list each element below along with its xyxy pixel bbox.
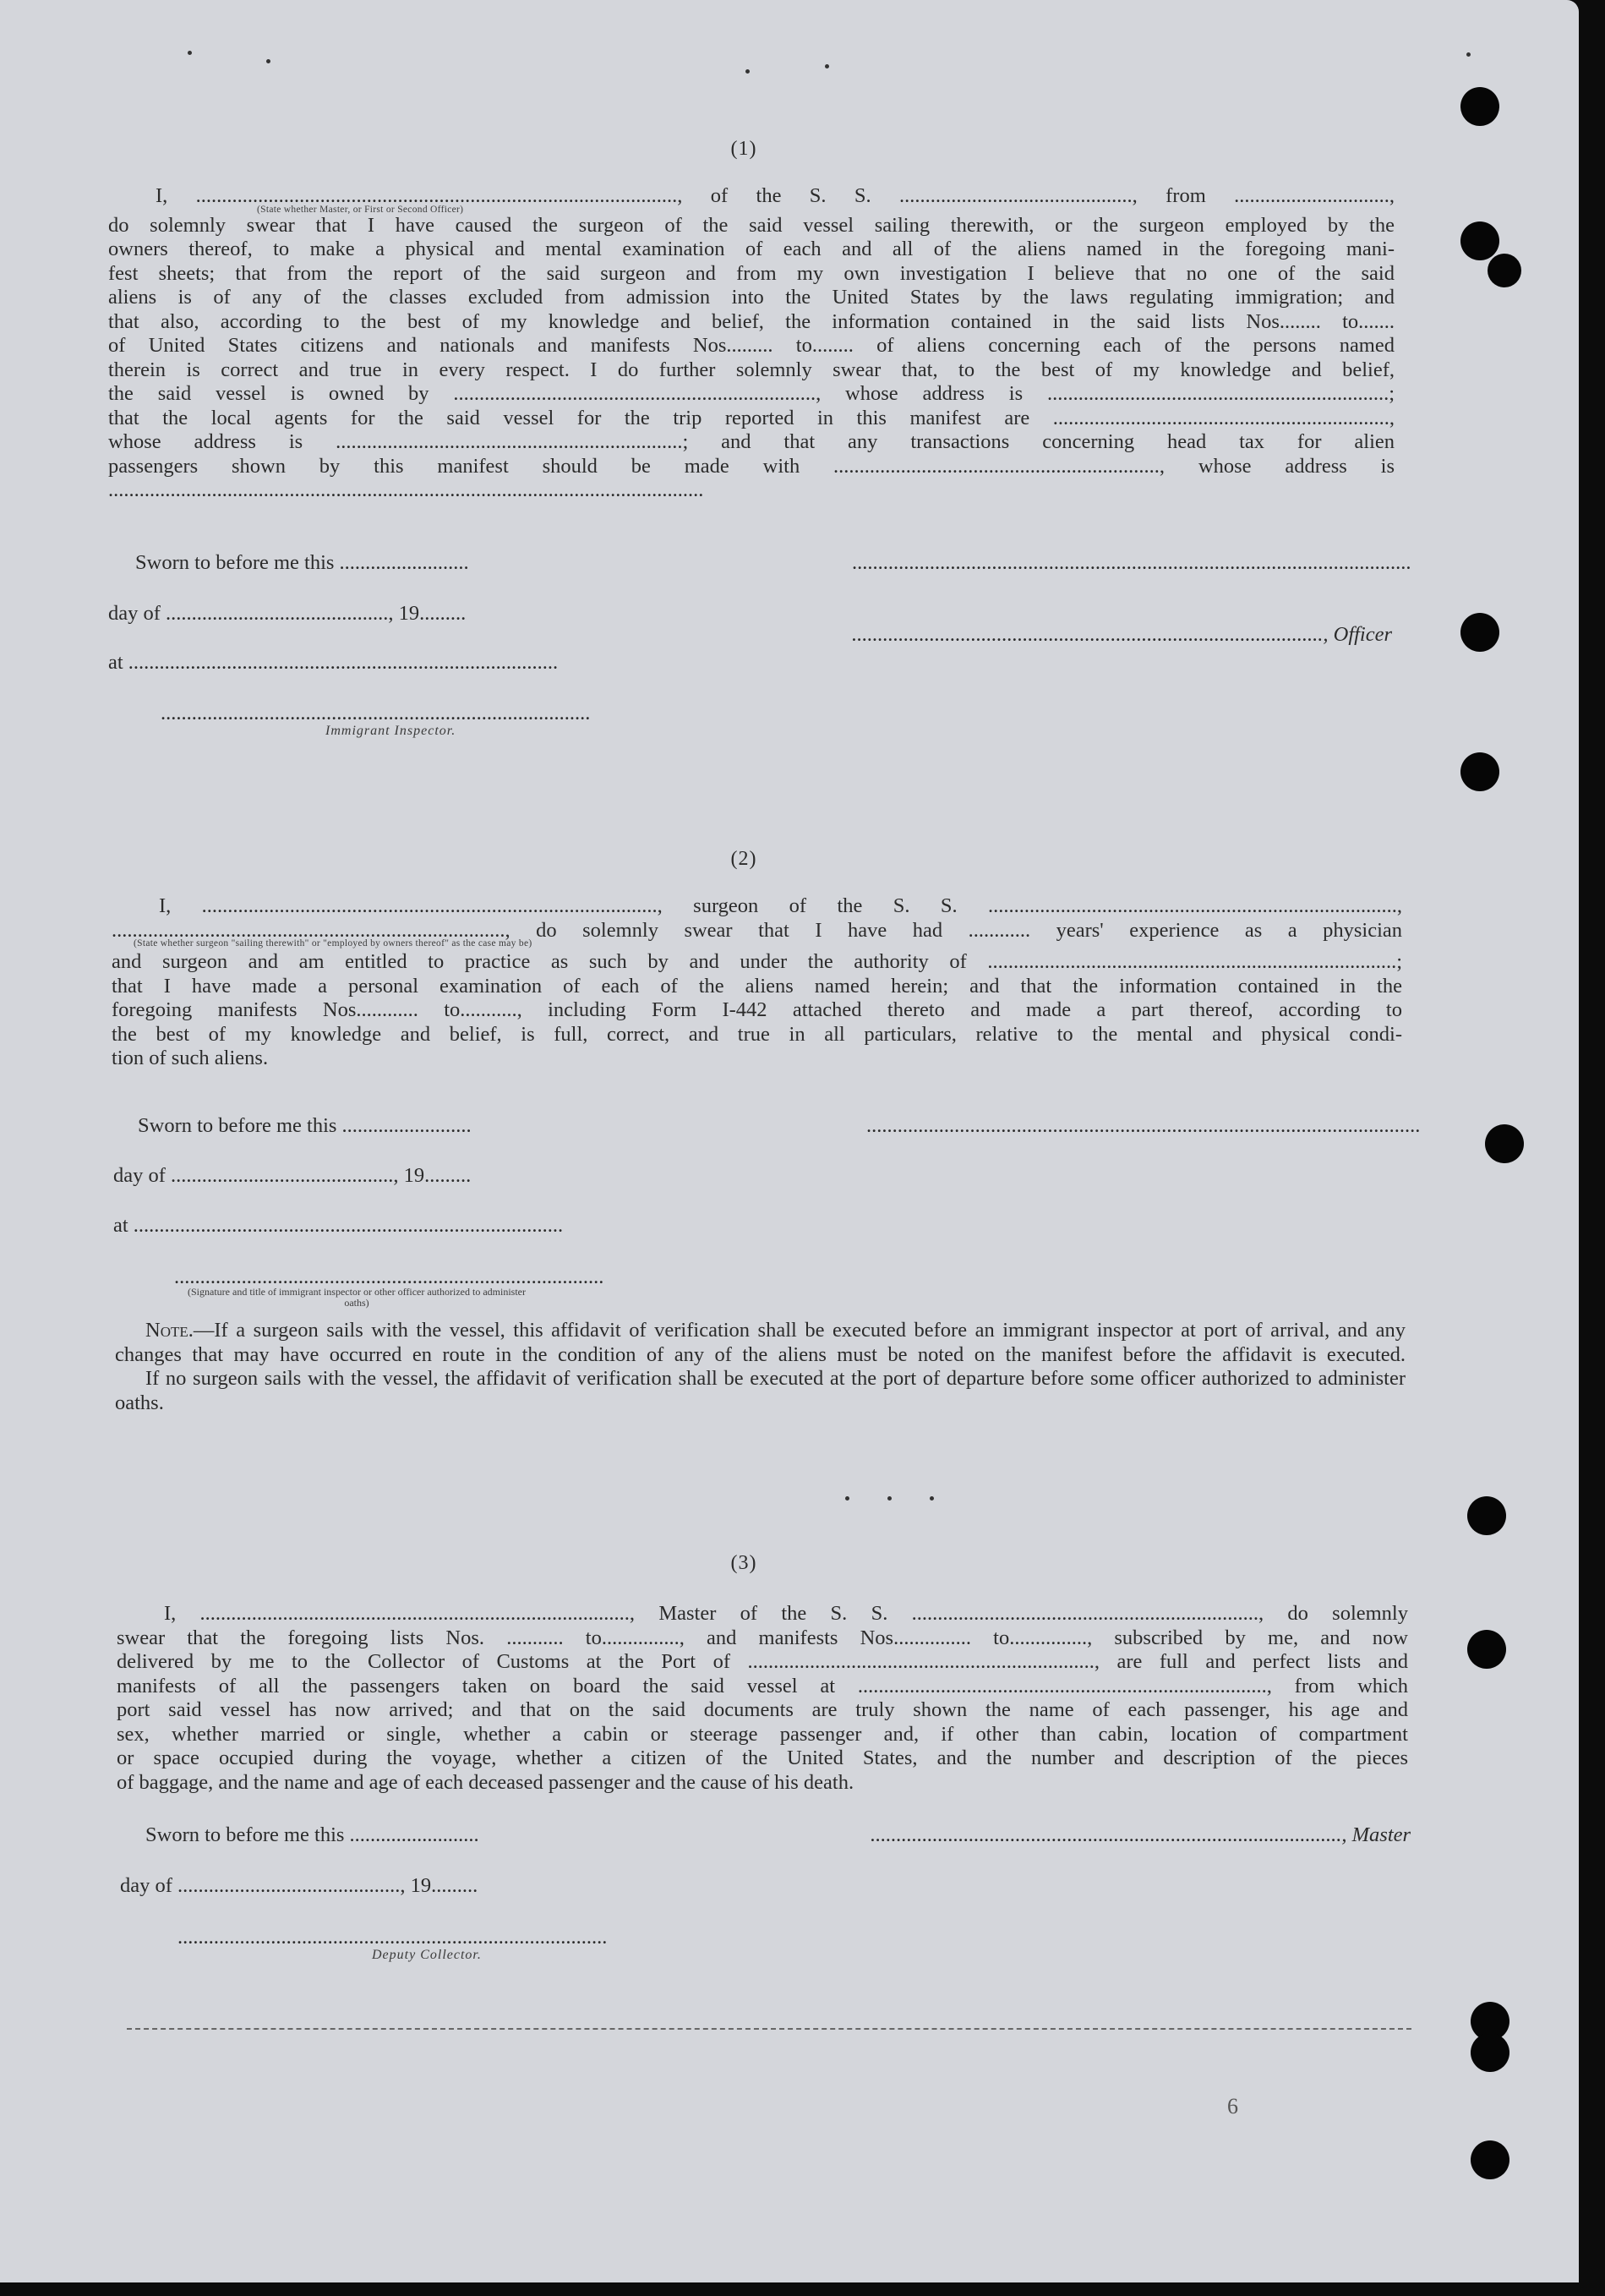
note-paragraph bbox=[115, 1319, 1406, 1367]
section-2-line: tion of such aliens. bbox=[112, 1047, 269, 1069]
section-3-line: swear that the foregoing lists Nos. ........... to..............., and manifests Nos............... to..............., subscribed by me, and now bbox=[117, 1626, 1408, 1649]
punch-hole bbox=[1460, 613, 1499, 652]
section-3-sworn: Sworn to before me this ......................... bbox=[145, 1823, 479, 1846]
section-3-collector-caption: Deputy Collector. bbox=[372, 1948, 482, 1962]
section-2-line: and surgeon and am entitled to practice as such by and under the authority of ...............................................................................; bbox=[112, 950, 1402, 973]
section-3-line: of baggage, and the name and age of each deceased passenger and the cause of his death. bbox=[117, 1770, 854, 1794]
section-1-line: of United States citizens and nationals and manifests Nos......... to........ of aliens concerning each of the persons named bbox=[108, 334, 1395, 357]
speck bbox=[845, 1496, 849, 1501]
punch-hole bbox=[1460, 752, 1499, 791]
section-1-line: that the local agents for the said vessel for the trip reported in this manifest are ................................................................., bbox=[108, 406, 1395, 429]
section-2-sig-line: ................................................................................... bbox=[174, 1266, 604, 1288]
note-text: —If a surgeon sails with the vessel, this affidavit of verification shall be executed before an immigrant inspector at port of arrival, and any changes that may have occurred en route in the condition of any of the aliens must be noted on the manifest before the affidavit is executed. bbox=[115, 1319, 1406, 1366]
section-3-line: I, ..................................................................................., Master of the S. S. ..................................................................., do solemnly bbox=[164, 1602, 1408, 1625]
section-1-line: whose address is ...................................................................; and that any transactions concerning head tax for alien bbox=[108, 430, 1395, 453]
section-1-line: the said vessel is owned by ......................................................................, whose address is ..................................................................; bbox=[108, 382, 1395, 405]
section-3-number: (3) bbox=[730, 1552, 757, 1574]
section-1-sworn: Sworn to before me this ......................... bbox=[135, 551, 469, 574]
section-1-day: day of ..........................................., 19......... bbox=[108, 602, 467, 625]
section-2-surgeon-line: ........................................................................................................... bbox=[866, 1114, 1421, 1137]
speck bbox=[930, 1496, 934, 1501]
speck bbox=[1466, 52, 1471, 57]
section-2-at: at ................................................................................... bbox=[113, 1214, 564, 1237]
punch-hole bbox=[1460, 221, 1499, 260]
section-3-line: delivered by me to the Collector of Customs at the Port of ..................................................................., are full and perfect lists and bbox=[117, 1650, 1408, 1673]
section-2-line: I, ........................................................................................, surgeon of the S. S. ..............................................................................., bbox=[159, 894, 1402, 917]
section-2-line: ............................................................................, do solemnly swear that I have had ............ years' experience as a physician bbox=[112, 918, 1402, 942]
section-1-line: therein is correct and true in every respect. I do further solemnly swear that, to the best of my knowledge and belief, bbox=[108, 358, 1395, 381]
punch-hole bbox=[1467, 1496, 1506, 1535]
section-1-officer-line: ..........................................................................................., Officer bbox=[852, 623, 1393, 646]
section-3-line: or space occupied during the voyage, whether a citizen of the United States, and the number and description of the pieces bbox=[117, 1747, 1408, 1769]
section-3-collector-line: ................................................................................... bbox=[177, 1926, 608, 1949]
section-3-master-line: ..........................................................................................., Master bbox=[871, 1823, 1411, 1846]
section-2-number: (2) bbox=[730, 848, 757, 870]
punch-hole bbox=[1460, 87, 1499, 126]
section-3-line: port said vessel has now arrived; and that on the said documents are truly shown the name of each passenger, his age and bbox=[117, 1698, 1408, 1721]
punch-hole bbox=[1485, 1124, 1524, 1163]
section-2-line: foregoing manifests Nos............ to..........., including Form I-442 attached thereto and made a part thereof, according to bbox=[112, 998, 1402, 1021]
bottom-rule bbox=[127, 2028, 1411, 2030]
punch-hole bbox=[1471, 2140, 1509, 2179]
section-3-line: manifests of all the passengers taken on board the said vessel at ..............................................................................., from which bbox=[117, 1674, 1408, 1697]
speck bbox=[825, 64, 829, 68]
section-2-sig-caption: (Signature and title of immigrant inspector or other officer authorized to administer oaths) bbox=[188, 1286, 526, 1309]
note-paragraph bbox=[115, 1367, 1406, 1415]
section-1-line: fest sheets; that from the report of the said surgeon and from my own investigation I believe that no one of the said bbox=[108, 261, 1395, 285]
section-3-day: day of ..........................................., 19......... bbox=[120, 1874, 478, 1897]
section-2-line: that I have made a personal examination of each of the aliens named herein; and that the information contained in the bbox=[112, 974, 1402, 998]
section-1-inspector-caption: Immigrant Inspector. bbox=[325, 724, 456, 738]
section-1-text bbox=[108, 184, 1395, 503]
note-label: Note. bbox=[145, 1319, 194, 1342]
speck bbox=[188, 51, 192, 55]
speck bbox=[745, 69, 750, 74]
section-1-line: passengers shown by this manifest should be made with ..............................................................., whose address is bbox=[108, 454, 1395, 478]
section-2-line-note: (State whether surgeon "sailing therewith" or "employed by owners thereof" as the case may be) bbox=[134, 938, 532, 948]
note-text: If no surgeon sails with the vessel, the affidavit of verification shall be executed at the port of departure before some officer authorized to administer oaths. bbox=[115, 1367, 1406, 1414]
section-1-line: aliens is of any of the classes excluded from admission into the United States by the laws regulating immigration; and bbox=[108, 286, 1395, 309]
punch-hole bbox=[1488, 254, 1521, 287]
section-1-line: I, ............................................................................................., of the S. S. ............................................., from .............................., bbox=[156, 184, 1395, 207]
section-2-text bbox=[112, 894, 1402, 1071]
section-3-text bbox=[117, 1602, 1408, 1795]
speck bbox=[887, 1496, 892, 1501]
section-2-sworn: Sworn to before me this ......................... bbox=[138, 1114, 472, 1137]
bottom-mark: 6 bbox=[1227, 2094, 1238, 2118]
section-1-at: at ................................................................................... bbox=[108, 651, 559, 674]
section-3-line: sex, whether married or single, whether a cabin or steerage passenger and, if other than cabin, location of compartment bbox=[117, 1722, 1408, 1746]
section-1-line-note: (State whether Master, or First or Second Officer) bbox=[257, 204, 464, 215]
section-2-line: the best of my knowledge and belief, is full, correct, and true in all particulars, relative to the mental and physical condi- bbox=[112, 1022, 1402, 1046]
section-1-number: (1) bbox=[730, 138, 757, 160]
section-2-note bbox=[115, 1319, 1406, 1415]
section-1-line: ................................................................................................................... bbox=[108, 478, 704, 501]
section-1-line: that also, according to the best of my knowledge and belief, the information contained in the said lists Nos........ to....... bbox=[108, 309, 1395, 333]
section-1-line: do solemnly swear that I have caused the surgeon of the said vessel sailing therewith, or the surgeon employed by the bbox=[108, 213, 1395, 237]
section-1-officer-line-top: ............................................................................................................ bbox=[852, 551, 1411, 574]
punch-hole bbox=[1467, 1630, 1506, 1669]
section-2-day: day of ..........................................., 19......... bbox=[113, 1164, 472, 1187]
punch-hole bbox=[1471, 2033, 1509, 2072]
section-1-line: owners thereof, to make a physical and mental examination of each and all of the aliens named in the foregoing mani- bbox=[108, 238, 1395, 260]
section-1-inspector-line: ................................................................................... bbox=[161, 702, 591, 724]
speck bbox=[266, 59, 270, 63]
